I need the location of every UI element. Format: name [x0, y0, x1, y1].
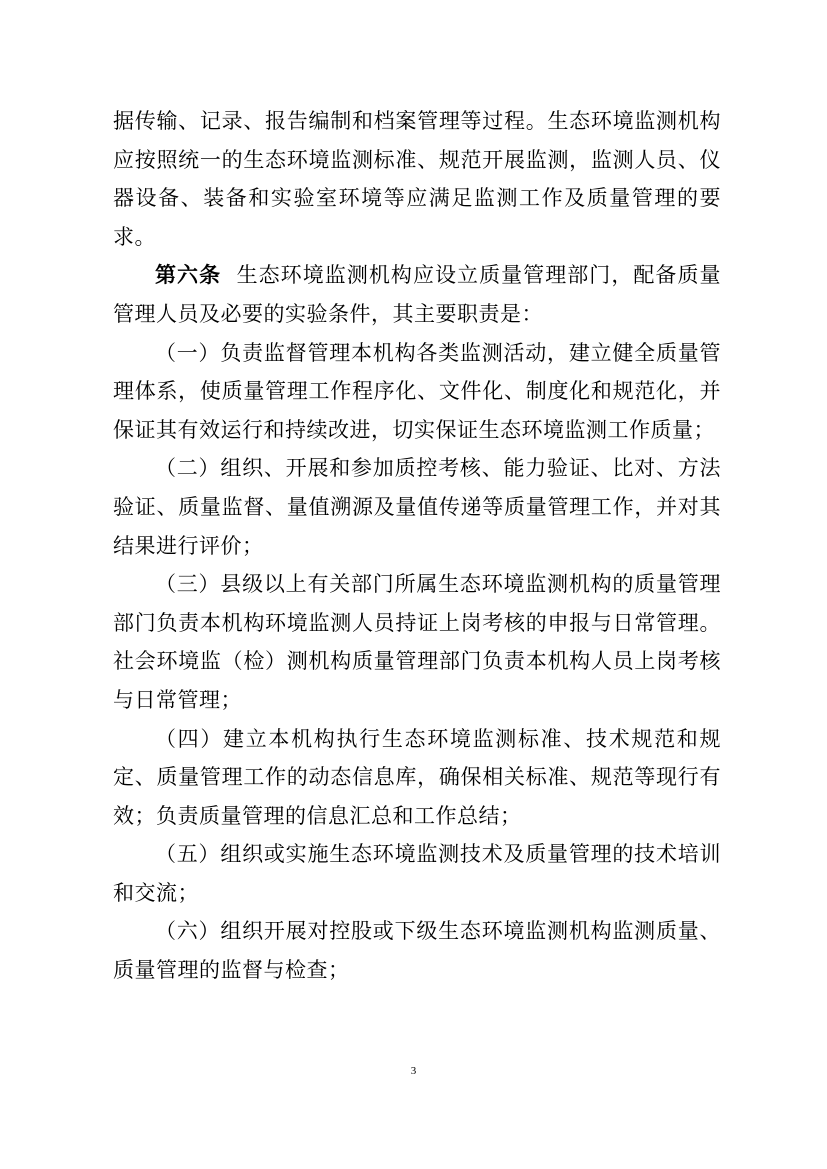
- duty-item-1: （一）负责监督管理本机构各类监测活动，建立健全质量管理体系，使质量管理工作程序化、文件化、制度化和规范化，并保证其有效运行和持续改进，切实保证生态环境监测工作质量；: [113, 340, 721, 442]
- duty-item-5: （五）组织或实施生态环境监测技术及质量管理的技术培训和交流；: [113, 842, 721, 905]
- duty-item-2: （二）组织、开展和参加质控考核、能力验证、比对、方法验证、质量监督、量值溯源及量值传递等质量管理工作，并对其结果进行评价；: [113, 456, 721, 558]
- article-number: 第六条: [155, 263, 222, 288]
- duty-item-4: （四）建立本机构执行生态环境监测标准、技术规范和规定、质量管理工作的动态信息库，确保相关标准、规范等现行有效；负责质量管理的信息汇总和工作总结；: [113, 726, 721, 828]
- duty-item-3: （三）县级以上有关部门所属生态环境监测机构的质量管理部门负责本机构环境监测人员持证上岗考核的申报与日常管理。社会环境监（检）测机构质量管理部门负责本机构人员上岗考核与日常管理；: [113, 572, 721, 712]
- article-text: 生态环境监测机构应设立质量管理部门，配备质量管理人员及必要的实验条件，其主要职责是：: [113, 263, 722, 326]
- paragraph-continuation: 据传输、记录、报告编制和档案管理等过程。生态环境监测机构应按照统一的生态环境监测标准、规范开展监测，监测人员、仪器设备、装备和实验室环境等应满足监测工作及质量管理的要求。: [113, 109, 721, 249]
- article-6-paragraph: [113, 256, 721, 333]
- page-number: 3: [410, 1065, 417, 1077]
- duty-item-6: （六）组织开展对控股或下级生态环境监测机构监测质量、质量管理的监督与检查；: [113, 919, 721, 983]
- document-body: [113, 102, 721, 990]
